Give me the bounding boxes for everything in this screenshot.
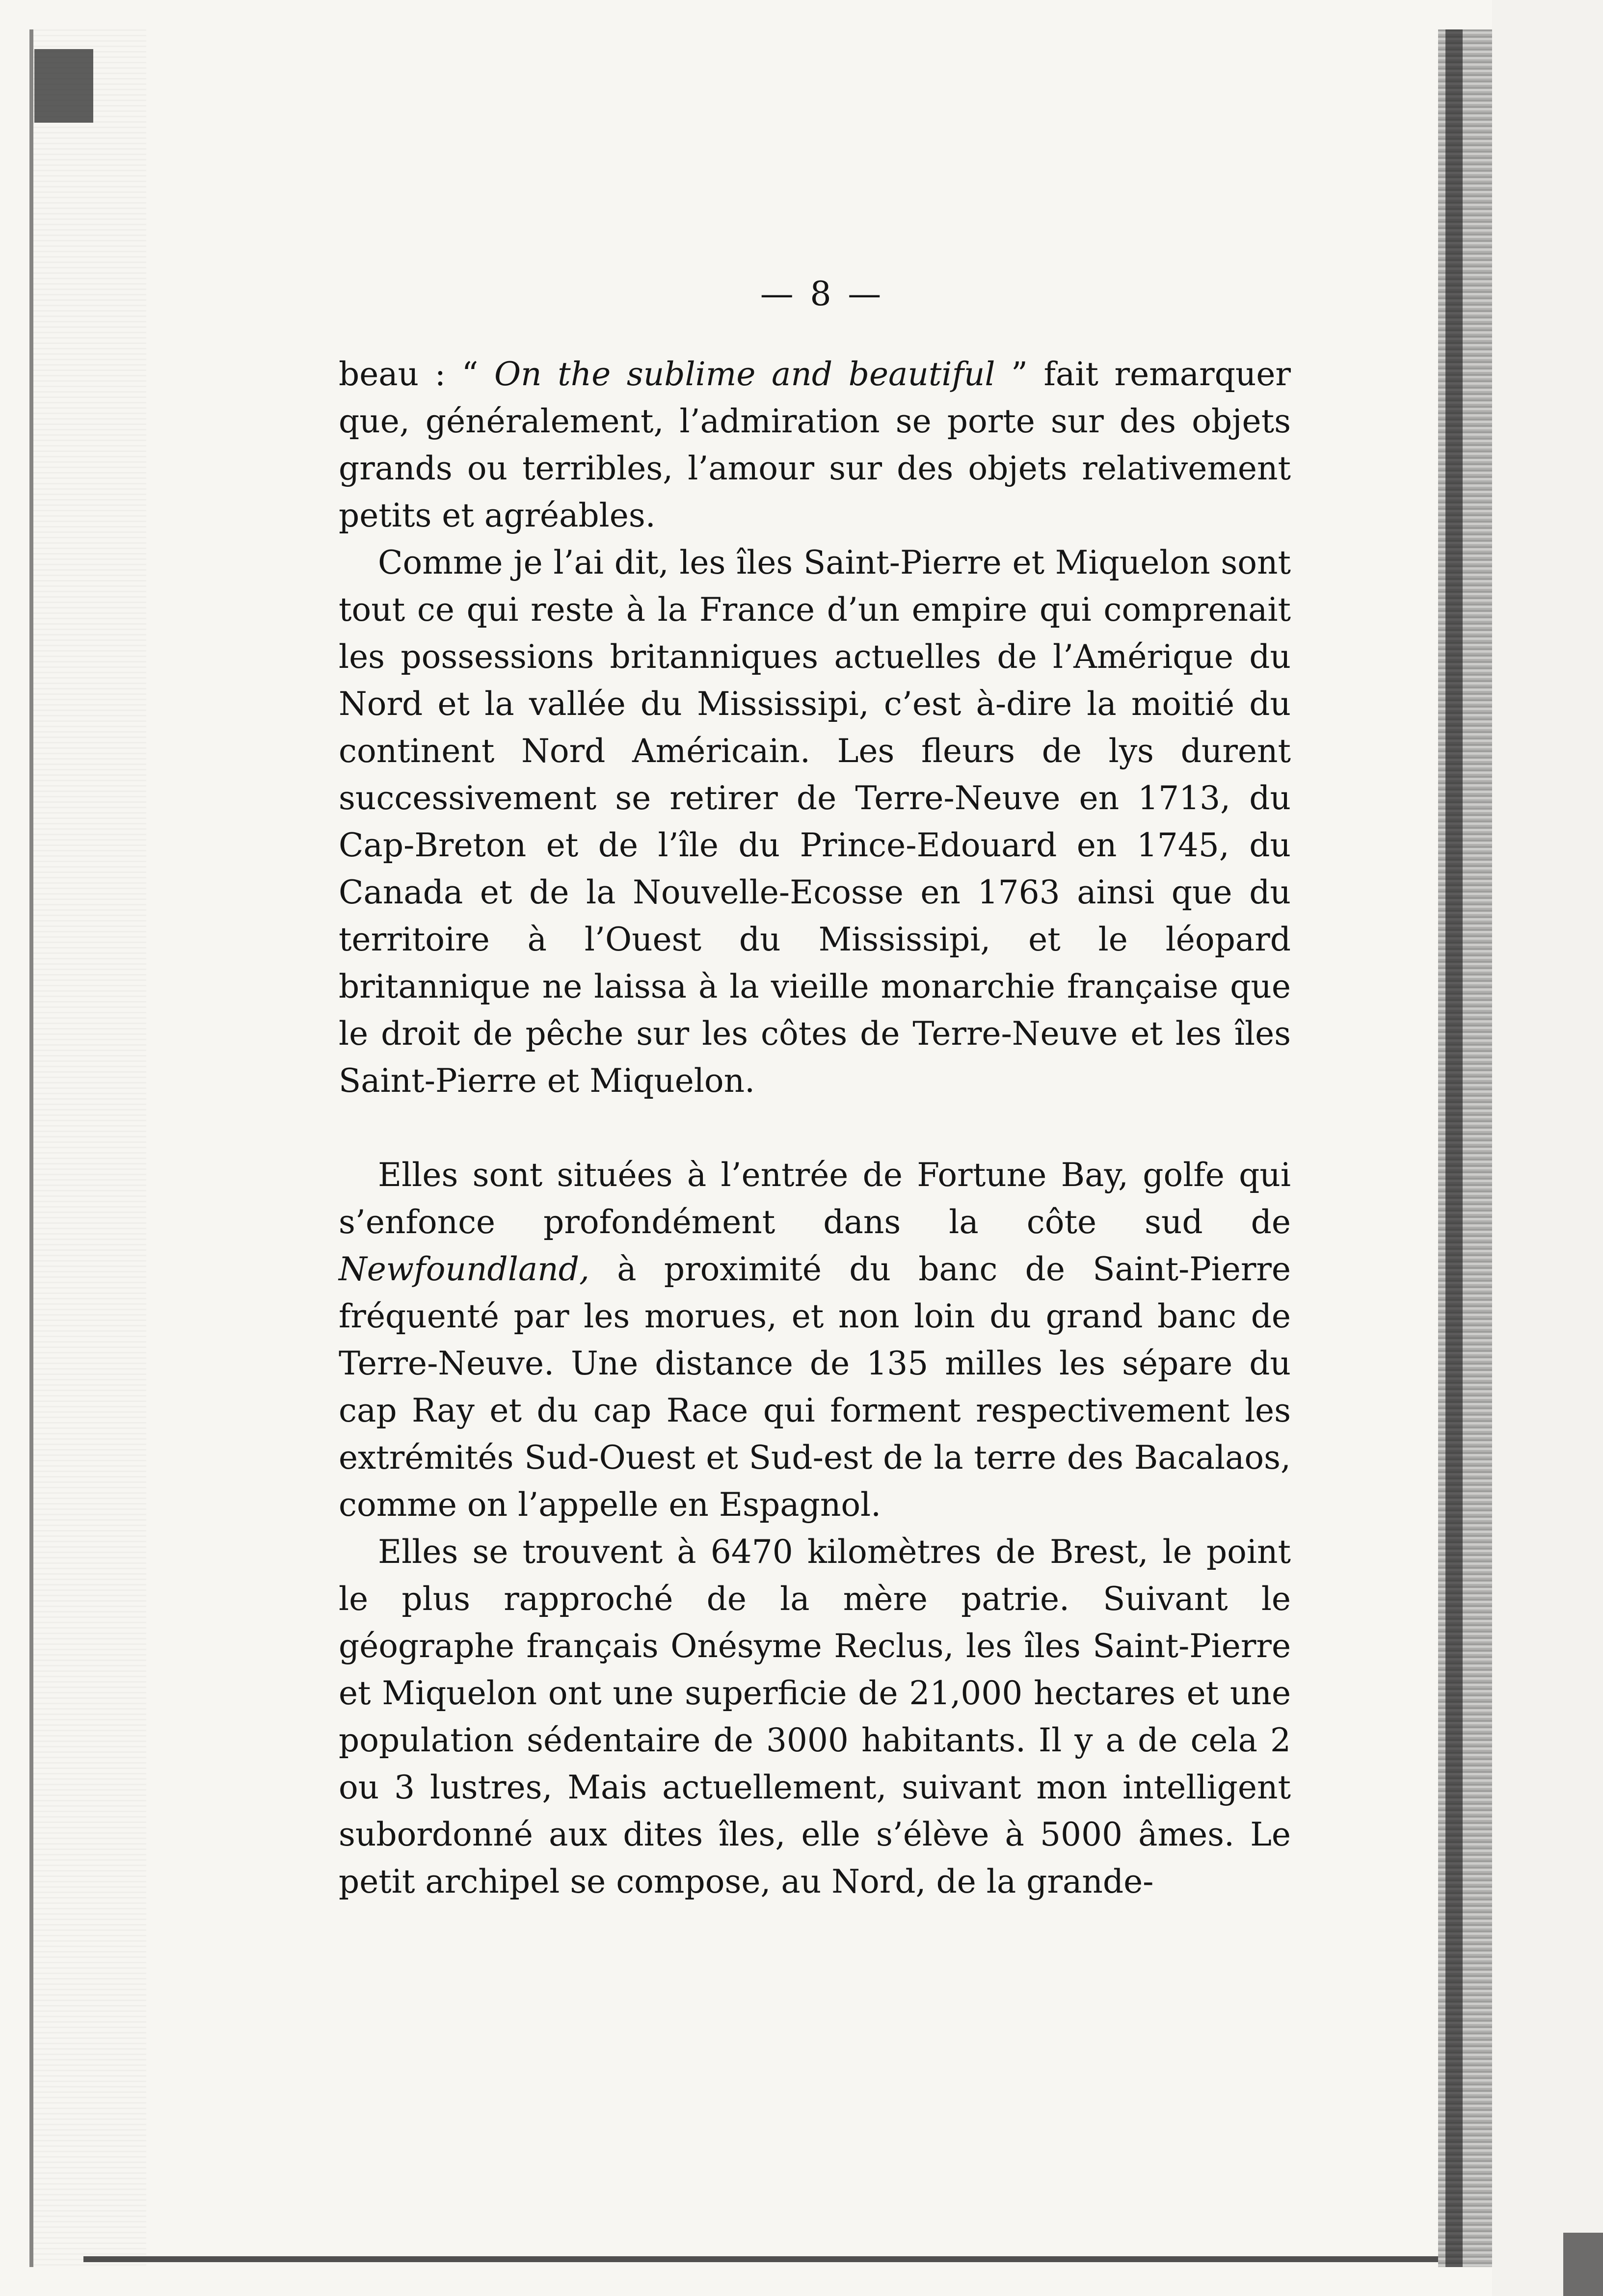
text-run-italic: Newfoundland, (339, 1250, 589, 1288)
text-run: Elles sont situées à l’entrée de Fortune Bay, golfe qui s’enfonce profondément dans la côte sud de (339, 1156, 1291, 1241)
text-run: ” fait remarquer que, généralement, l’admiration se porte sur des objets grands ou terribles, l’amour sur des objets relativement petits et agréables. (339, 355, 1291, 534)
paragraph (339, 1152, 1291, 1529)
binding-edge-artifact (29, 29, 146, 2267)
text-run: beau : “ (339, 355, 494, 393)
page-number: — 8 — (760, 275, 884, 314)
body-text (339, 351, 1291, 1905)
facing-page-strip (1492, 0, 1603, 2296)
gutter-line (1445, 29, 1463, 2267)
text-run: à proximité du banc de Saint-Pierre fréquenté par les morues, et non loin du grand banc de Terre-Neuve. Une distance de 135 milles les sépare du cap Ray et du cap Race qui forment respectivement les extrémités Sud-Ouest et Sud-est de la terre des Bacalaos, comme on l’appelle en Espagnol. (339, 1250, 1291, 1524)
corner-artifact (1563, 2233, 1603, 2296)
paragraph (339, 539, 1291, 1105)
paragraph (339, 351, 1291, 539)
text-run: Elles se trouvent à 6470 kilomètres de Brest, le point le plus rapproché de la mère patrie. Suivant le géographe français Onésyme Reclus, les îles Saint-Pierre et Miquelon ont une superficie de 21,000 hectares et une population sédentaire de 3000 habitants. Il y a de cela 2 ou 3 lustres, Mais actuellement, suivant mon intelligent subordonné aux dites îles, elle s’élève à 5000 âmes. Le petit archipel se compose, au Nord, de la grande- (339, 1533, 1291, 1900)
scan-corner-artifact (34, 49, 93, 123)
paragraph (339, 1529, 1291, 1905)
text-run-italic: On the sublime and beautiful (494, 355, 995, 393)
bottom-edge-artifact (83, 2256, 1438, 2262)
text-run: Comme je l’ai dit, les îles Saint-Pierre et Miquelon sont tout ce qui reste à la France d’un empire qui comprenait les possessions britanniques actuelles de l’Amérique du Nord et la vallée du Mississipi, c’est à-dire la moitié du continent Nord Américain. Les fleurs de lys durent successivement se retirer de Terre-Neuve en 1713, du Cap-Breton et de l’île du Prince-Edouard en 1745, du Canada et de la Nouvelle-Ecosse en 1763 ainsi que du territoire à l’Ouest du Mississipi, et le léopard britannique ne laissa à la vieille monarchie française que le droit de pêche sur les côtes de Terre-Neuve et les îles Saint-Pierre et Miquelon. (339, 544, 1291, 1100)
